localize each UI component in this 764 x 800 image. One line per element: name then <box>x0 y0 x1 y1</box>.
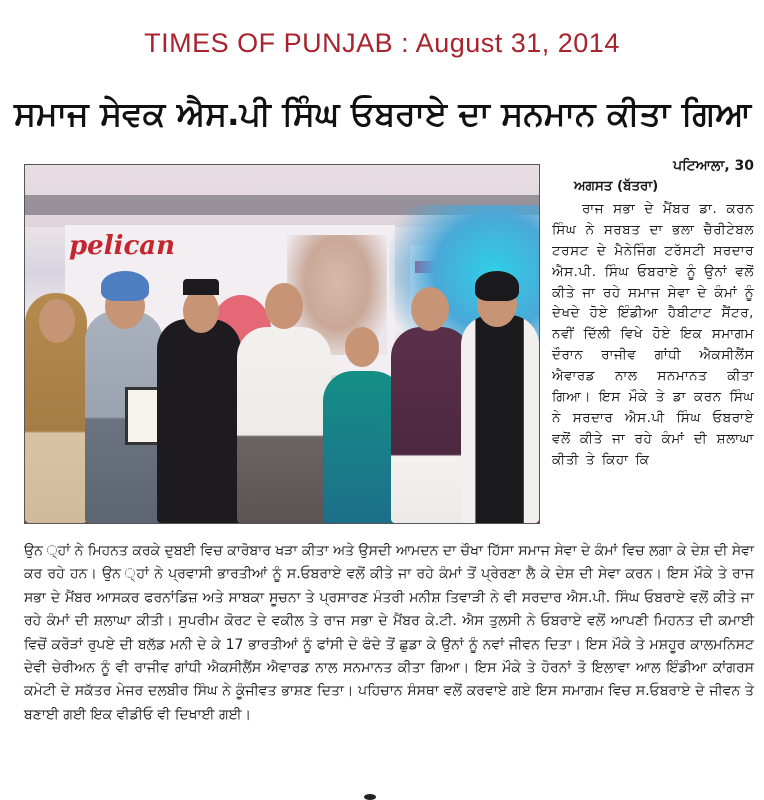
photo-banner-logo: pelican <box>69 231 176 261</box>
clipped-glyph <box>364 794 376 800</box>
next-article-clipped-edge <box>0 790 764 800</box>
photo-person-6 <box>391 327 471 523</box>
article-body-text: ਉਨ ੍ਹਾਂ ਨੇ ਮਿਹਨਤ ਕਰਕੇ ਦੁਬਈ ਵਿਚ ਕਾਰੋਬਾਰ ਖੜਾ ਕੀਤਾ ਅਤੇ ਉਸਦੀ ਆਮਦਨ ਦਾ ਚੌਖਾ ਹਿੱਸਾ ਸਮਾਜ ਸੇਵਾ ਦੇ ਕੰਮਾਂ ਵਿਚ ਲਗਾ ਕੇ ਦੇਸ਼ ਦੀ ਸੇਵਾ ਕਰ ਰਹੇ ਹਨ। ਉਨ ੍ਹਾਂ ਨੇ ਪ੍ਰਵਾਸੀ ਭਾਰਤੀਆਂ ਨੂੰ ਸ.ਓਬਰਾਏ ਵਲੋਂ ਕੀਤੇ ਜਾ ਰਹੇ ਕੰਮਾਂ ਤੋਂ ਪ੍ਰੇਰਣਾ ਲੈ ਕੇ ਦੇਸ਼ ਦੀ ਸੇਵਾ ਕਰਨ। ਇਸ ਮੌਕੇ ਤੇ ਰਾਜ ਸਭਾ ਦੇ ਮੈਂਬਰ ਆਸਕਰ ਫਰਨਾਂਡਿਜ਼ ਅਤੇ ਸਾਬਕਾ ਸੂਚਨਾ ਤੇ ਪ੍ਰਸਾਰਣ ਮੰਤਰੀ ਮਨੀਸ਼ ਤਿਵਾੜੀ ਨੇ ਵੀ ਸਰਦਾਰ ਐਸ.ਪੀ. ਸਿੰਘ ਓਬਰਾਏ ਵਲੋਂ ਕੀਤੇ ਜਾ ਰਹੇ ਕੰਮਾਂ ਦੀ ਸ਼ਲਾਘਾ ਕੀਤੀ। ਸੁਪਰੀਮ ਕੋਰਟ ਦੇ ਵਕੀਲ ਤੇ ਰਾਜ ਸਭਾ ਦੇ ਮੈਂਬਰ ਕੇ.ਟੀ. ਐਸ ਤੁਲਸੀ ਨੇ ਓਬਰਾਏ ਵਲੋਂ ਆਪਣੀ ਮਿਹਨਤ ਦੀ ਕਮਾਈ ਵਿਚੋਂ ਕਰੋੜਾਂ ਰੁਪਏ ਦੀ ਬਲੱਡ ਮਨੀ ਦੇ ਕੇ 17 ਭਾਰਤੀਆਂ ਨੂੰ ਫਾਂਸੀ ਦੇ ਫੰਦੇ ਤੋਂ ਛੁਡਾ ਕੇ ਉਨਾਂ ਨੂੰ ਨਵਾਂ ਜੀਵਨ ਦਿਤਾ। ਇਸ ਮੌਕੇ ਤੇ ਮਸ਼ਹੂਰ ਕਾਲਮਨਿਸਟ ਦੇਵੀ ਚੇਰੀਅਨ ਨੂੰ ਵੀ ਰਾਜੀਵ ਗਾਂਧੀ ਐਕਸੀਲੈਂਸ ਐਵਾਰਡ ਨਾਲ ਸਨਮਾਨਤ ਕੀਤਾ ਗਿਆ। ਇਸ ਮੌਕੇ ਤੇ ਹੋਰਨਾਂ ਤੋ ਇਲਾਵਾ ਆਲ ਇੰਡੀਆ ਕਾਂਗਰਸ ਕਮੇਟੀ ਦੇ ਸਕੱਤਰ ਮੇਜਰ ਦਲਬੀਰ ਸਿੰਘ ਨੇ ਕੂੰਜੀਵਤ ਭਾਸ਼ਣ ਦਿਤਾ। ਪਹਿਚਾਨ ਸੰਸਥਾ ਵਲੋਂ ਕਰਵਾਏ ਗਏ ਇਸ ਸਮਾਗਮ ਵਿਚ ਸ.ਓਬਰਾਏ ਦੇ ਜੀਵਨ ਤੇ ਬਣਾਈ ਗਈ ਇਕ ਵੀਡੀਓ ਵੀ ਦਿਖਾਈ ਗਈ। <box>24 543 754 723</box>
article-lead-text: ਰਾਜ ਸਭਾ ਦੇ ਮੈਂਬਰ ਡਾ. ਕਰਨ ਸਿੰਘ ਨੇ ਸਰਬਤ ਦਾ ਭਲਾ ਚੈਰੀਟੇਬਲ ਟਰਸਟ ਦੇ ਮੈਨੇਜਿੰਗ ਟਰੱਸਟੀ ਸਰਦਾਰ ਐਸ.ਪੀ. ਸਿੰਘ ਓਬਰਾਏ ਨੂੰ ਉਨਾਂ ਵਲੋਂ ਕੀਤੇ ਜਾ ਰਹੇ ਸਮਾਜ ਸੇਵਾ ਦੇ ਕੰਮਾਂ ਨੂੰ ਦੇਖਦੇ ਹੋਏ ਇੰਡੀਆ ਹੈਬੀਟਾਟ ਸੈਂਟਰ, ਨਵੀਂ ਦਿੱਲੀ ਵਿਖੇ ਹੋਏ ਇਕ ਸਮਾਗਮ ਦੌਰਾਨ ਰਾਜੀਵ ਗਾਂਧੀ ਐਕਸੀਲੈਂਸ ਐਵਾਰਡ ਨਾਲ ਸਨਮਾਨਤ ਕੀਤਾ ਗਿਆ। ਇਸ ਮੌਕੇ ਤੇ ਡਾ ਕਰਨ ਸਿੰਘ ਨੇ ਸਰਦਾਰ ਐਸ.ਪੀ ਸਿੰਘ ਓਬਰਾਏ ਵਲੋਂ ਕੀਤੇ ਜਾ ਰਹੇ ਕੰਮਾਂ ਦੀ ਸ਼ਲਾਘਾ ਕੀਤੀ ਤੇ ਕਿਹਾ ਕਿ <box>552 201 754 468</box>
photo-person-3 <box>157 319 241 523</box>
newspaper-masthead: TIMES OF PUNJAB : August 31, 2014 <box>144 28 620 58</box>
photo-person-7-turban <box>475 271 519 301</box>
photo-person-2-turban <box>101 271 149 301</box>
article-dateline-place: ਪਟਿਆਲਾ, 30 <box>673 158 754 174</box>
article-headline: ਸਮਾਜ ਸੇਵਕ ਐਸ.ਪੀ ਸਿੰਘ ਓਬਰਾਏ ਦਾ ਸਨਮਾਨ ਕੀਤਾ ਗਿਆ <box>14 94 752 133</box>
photo-person-6-head <box>411 287 449 331</box>
photo-person-5-head <box>345 327 379 367</box>
photo-person-4 <box>237 327 331 523</box>
photo-person-4-head <box>265 283 303 329</box>
article-side-column <box>552 156 754 472</box>
article-dateline-date: ਅਗਸਤ (ਬੱਤਰਾ) <box>574 179 659 194</box>
photo-person-3-cap <box>183 279 219 295</box>
photo-person-3-head <box>183 289 219 333</box>
photo-person-1-head <box>39 299 75 343</box>
photo-person-7 <box>461 315 539 523</box>
event-photo <box>24 164 540 524</box>
